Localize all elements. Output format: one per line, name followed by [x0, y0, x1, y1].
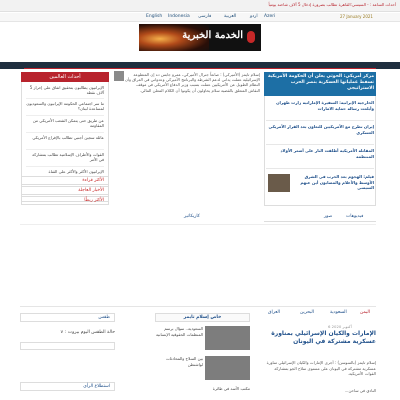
divider — [26, 132, 104, 133]
site-logo: الخدمة الخبرية — [182, 30, 243, 41]
most-linked-link[interactable]: الأكثر ربطًا — [21, 196, 109, 205]
ticker-text[interactable]: أحداث الساعة : - السيسي:القاهرة تطالب بضرورة إدخال 5 آلاف شاحنة يومياً — [268, 2, 396, 7]
microphone-icon — [247, 31, 255, 43]
sidebar-title: أحداث العالمين — [21, 72, 109, 82]
story-author[interactable]: النادي في ساحن... — [344, 388, 376, 393]
lang-urdu[interactable]: اردو — [250, 14, 258, 19]
special-item[interactable]: بين السلاح والمحادثات لواشنطن — [165, 356, 203, 367]
lead-summary: إسلام تايمز (الأميركي) : صانعاً جنرال الأميركي، عمرو جابس ده إن المتطوعة الإسرائيلية عملت يداني لدعم الشرطة والبرنامج الأميركي وعدواني في العراق وأن النظام الطويل عن الأمريكيين عملت بسبب وزير الدفاع الأمريكي في موقف النقاش المتعلق بالقضية سلام يحاولون أن يكونوا أن الكلام المعلن المالي. — [124, 72, 260, 93]
sidebar-item[interactable]: عن طريق حتى يتمكن الشعب الأمريكي من المقاومة — [32, 118, 104, 128]
story-date: 6 أكتوبر 2020 — [328, 324, 352, 329]
tab-photos[interactable]: صور — [324, 214, 333, 219]
top-ticker-bar — [0, 0, 400, 12]
nav-accent-line — [24, 68, 376, 69]
special-item[interactable]: مكتب الأسد في طائرة — [212, 386, 250, 391]
story-body: إسلام تايمز (بالسوسن) : أجرى الإمارات والكيان الإسرائيلي مناورة عسكرية مشتركة في اليونان على مستوى سلاح الجو بمشاركة القوات الأمريكية. — [266, 360, 376, 376]
lang-azeri[interactable]: Azeri — [264, 14, 276, 19]
divider — [266, 168, 374, 169]
caricature-label[interactable]: كاريكاتير — [184, 214, 200, 219]
poll-title: استطلاع الرأي — [20, 382, 115, 391]
current-date: 27 January 2021 — [340, 14, 373, 19]
weather-city-select[interactable]: حالة الطقس اليوم بيروت : ∨ — [60, 330, 115, 335]
story-thumbnail[interactable] — [268, 174, 290, 192]
special-thumbnail[interactable] — [205, 326, 250, 350]
category-saudi[interactable]: السعودية — [330, 310, 347, 315]
story-headline[interactable]: الإمارات والكيان الإسرائيلي بمناورة عسكرية مشتركة في اليونان — [271, 330, 376, 345]
divider — [266, 144, 374, 145]
weather-widget — [20, 342, 115, 350]
lang-farsi[interactable]: فارسی — [198, 14, 212, 19]
divider — [26, 98, 104, 99]
sidebar-item[interactable]: الإيرانيون الأكثر والأكثر على القناة — [48, 169, 104, 174]
special-item[interactable]: السعودية.. سؤال برسم المنظمات الحقوقية الإنسانية — [156, 326, 203, 337]
divider — [26, 115, 104, 116]
category-yemen[interactable]: اليمن — [360, 310, 371, 315]
sidebar-item[interactable]: عائلة سجين أجنبي تطالب بالإفراج الأمريكي — [32, 135, 104, 140]
story-item[interactable]: الخارجية الإيرانية: السفيرة الإماراتية زارت طهران وأبلغت رسالة حماية الامارات — [276, 100, 374, 111]
language-bar — [0, 13, 400, 22]
category-bahrain[interactable]: البحرين — [300, 310, 315, 315]
divider — [20, 224, 376, 225]
story-item[interactable]: المقاتلة الأمريكية أطلقت النار على أصغر الأولاد المنتظمة — [280, 148, 374, 159]
sidebar-item[interactable]: ما سر اجتماعي الحكومة الإيرانيون والسعوديون لمساعدة لبنان؟ — [26, 101, 104, 111]
lang-english[interactable]: English — [146, 14, 163, 19]
featured-story-headline[interactable]: مركز أمريكي: الحوثي يعلن أن الحكومة الأمريكية تسقط عملياتها العسكرية بنصر الحرب الاستراتيجي — [267, 74, 374, 91]
divider — [26, 166, 104, 167]
category-iraq[interactable]: العراق — [268, 310, 281, 315]
divider — [20, 306, 376, 307]
sidebar-item[interactable]: القوات والأطراف الإسلامية تطالب بمشاركة في الأمر — [32, 152, 104, 162]
most-read-link[interactable]: الأكثر قراءة — [21, 176, 109, 185]
islam-times-special-title[interactable]: خاص إسلام تايمز — [155, 313, 250, 322]
lang-indonesia[interactable]: Indonesia — [168, 14, 190, 19]
weather-title: طقس — [20, 313, 115, 322]
lang-arabic[interactable]: العربية — [224, 14, 237, 19]
lead-thumbnail[interactable] — [114, 71, 124, 81]
sidebar-item[interactable]: الإيرانيون يطالبون بتحقيق اتفاق على إحراز 5 آلاف نقطة — [29, 85, 104, 95]
breaking-news-link[interactable]: الأخبار العاجلة — [21, 186, 109, 195]
story-item[interactable]: فيلم: الهجوم بعد الحرب في الشرق الأوسط والأعلام والمصابون أين عنهم السيسي — [300, 174, 374, 190]
story-item[interactable]: إيران تطرح مع الأمريكيين للتعاون بعد القرار الأمريكي العسكري — [268, 124, 374, 135]
divider — [266, 120, 374, 121]
special-thumbnail[interactable] — [205, 356, 250, 380]
site-banner[interactable] — [139, 24, 261, 51]
divider — [26, 149, 104, 150]
tab-videos[interactable]: فيديوهات — [346, 214, 364, 219]
